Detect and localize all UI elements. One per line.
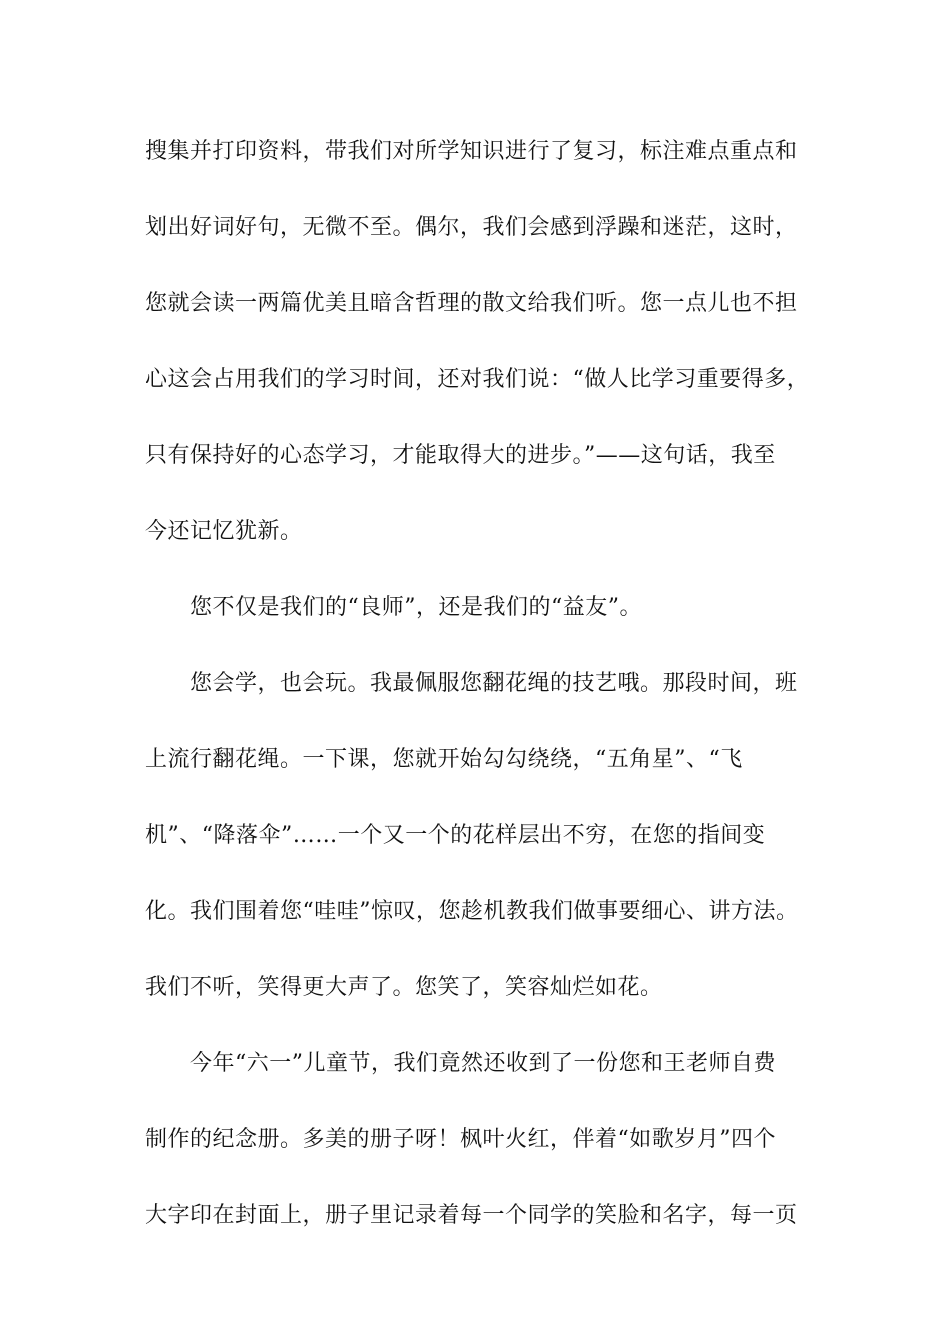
text-line: 化。我们围着您“哇哇”惊叹，您趁机教我们做事要细心、讲方法。: [145, 899, 799, 924]
text-line: 今还记忆犹新。: [145, 519, 303, 544]
text-line: 只有保持好的心态学习，才能取得大的进步。”——这句话，我至: [145, 443, 776, 468]
paragraph-start-line: 您会学，也会玩。我最佩服您翻花绳的技艺哦。那段时间，班: [190, 671, 798, 696]
text-line: 机”、“降落伞”……一个又一个的花样层出不穷，在您的指间变: [145, 823, 766, 848]
text-line: 搜集并打印资料，带我们对所学知识进行了复习，标注难点重点和: [145, 139, 798, 164]
text-line: 上流行翻花绳。一下课，您就开始勾勾绕绕，“五角星”、“飞: [145, 747, 743, 772]
text-line: 划出好词好句，无微不至。偶尔，我们会感到浮躁和迷茫，这时，: [145, 215, 798, 240]
text-line: 大字印在封面上，册子里记录着每一个同学的笑脸和名字，每一页: [145, 1203, 798, 1228]
paragraph-start-line: 您不仅是我们的“良师”，还是我们的“益友”。: [190, 595, 642, 620]
text-line: 制作的纪念册。多美的册子呀！枫叶火红，伴着“如歌岁月”四个: [145, 1127, 776, 1152]
text-line: 我们不听，笑得更大声了。您笑了，笑容灿烂如花。: [145, 975, 663, 1000]
text-line: 您就会读一两篇优美且暗含哲理的散文给我们听。您一点儿也不担: [145, 291, 798, 316]
paragraph-start-line: 今年“六一”儿童节，我们竟然还收到了一份您和王老师自费: [190, 1051, 776, 1076]
text-line: 心这会占用我们的学习时间，还对我们说：“做人比学习重要得多，: [145, 367, 810, 392]
